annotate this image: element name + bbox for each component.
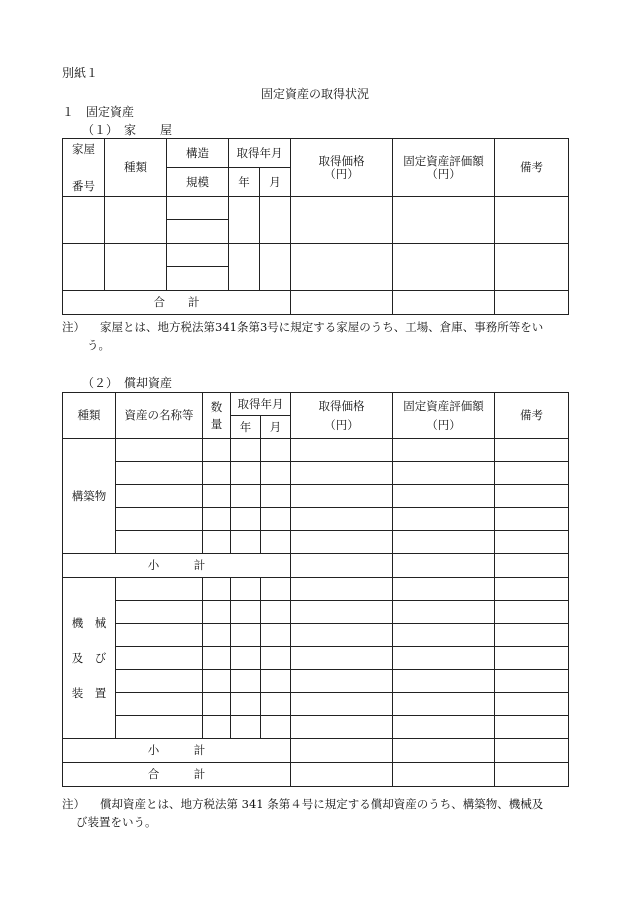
acq-date-header: 取得年月 bbox=[231, 393, 291, 416]
acq-date-header: 取得年月 bbox=[229, 139, 291, 168]
asset-name-header: 資産の名称等 bbox=[116, 393, 203, 439]
structures-subtotal-label: 小 計 bbox=[63, 554, 291, 578]
type-header: 種類 bbox=[63, 393, 116, 439]
month-header: 月 bbox=[260, 168, 291, 197]
attachment-label: 別紙１ bbox=[62, 66, 99, 80]
eval-header: 固定資産評価額 （円） bbox=[393, 393, 495, 439]
house-note-line2: う。 bbox=[87, 338, 110, 352]
depreciable-note-line1: 償却資産とは、地方税法第 341 条第４号に規定する償却資産のうち、構築物、機械及 bbox=[100, 797, 544, 811]
depreciable-note-label: 注） bbox=[62, 797, 85, 811]
price-header: 取得価格 （円） bbox=[291, 139, 393, 197]
depreciable-subheading: （２） 償却資産 bbox=[82, 376, 173, 390]
depreciable-total-label: 合 計 bbox=[63, 763, 291, 787]
price-header: 取得価格 （円） bbox=[291, 393, 393, 439]
house-total-label: 合 計 bbox=[63, 291, 291, 315]
page-title: 固定資産の取得状況 bbox=[260, 87, 369, 101]
type-header: 種類 bbox=[105, 139, 167, 197]
scale-header: 規模 bbox=[167, 168, 229, 197]
machinery-subtotal-label: 小 計 bbox=[63, 739, 291, 763]
structures-group-label: 構築物 bbox=[63, 439, 116, 554]
house-note-line1: 家屋とは、地方税法第341条第3号に規定する家屋のうち、工場、倉庫、事務所等をい bbox=[100, 320, 544, 334]
structure-header: 構造 bbox=[167, 139, 229, 168]
house-subheading: （１） 家 屋 bbox=[82, 123, 173, 137]
year-header: 年 bbox=[231, 416, 261, 439]
month-header: 月 bbox=[261, 416, 291, 439]
quantity-header: 数 量 bbox=[203, 393, 231, 439]
house-no-header: 家屋 番号 bbox=[63, 139, 105, 197]
note-header: 備考 bbox=[495, 393, 569, 439]
machinery-group-label: 機 械 及 び 装 置 bbox=[63, 578, 116, 739]
depreciable-table bbox=[62, 392, 569, 787]
year-header: 年 bbox=[229, 168, 260, 197]
eval-header: 固定資産評価額 （円） bbox=[393, 139, 495, 197]
note-header: 備考 bbox=[495, 139, 569, 197]
house-note-label: 注） bbox=[62, 320, 85, 334]
house-table bbox=[62, 138, 569, 315]
depreciable-note-line2: び装置をいう。 bbox=[76, 815, 157, 829]
section-heading: １ 固定資産 bbox=[62, 105, 135, 119]
